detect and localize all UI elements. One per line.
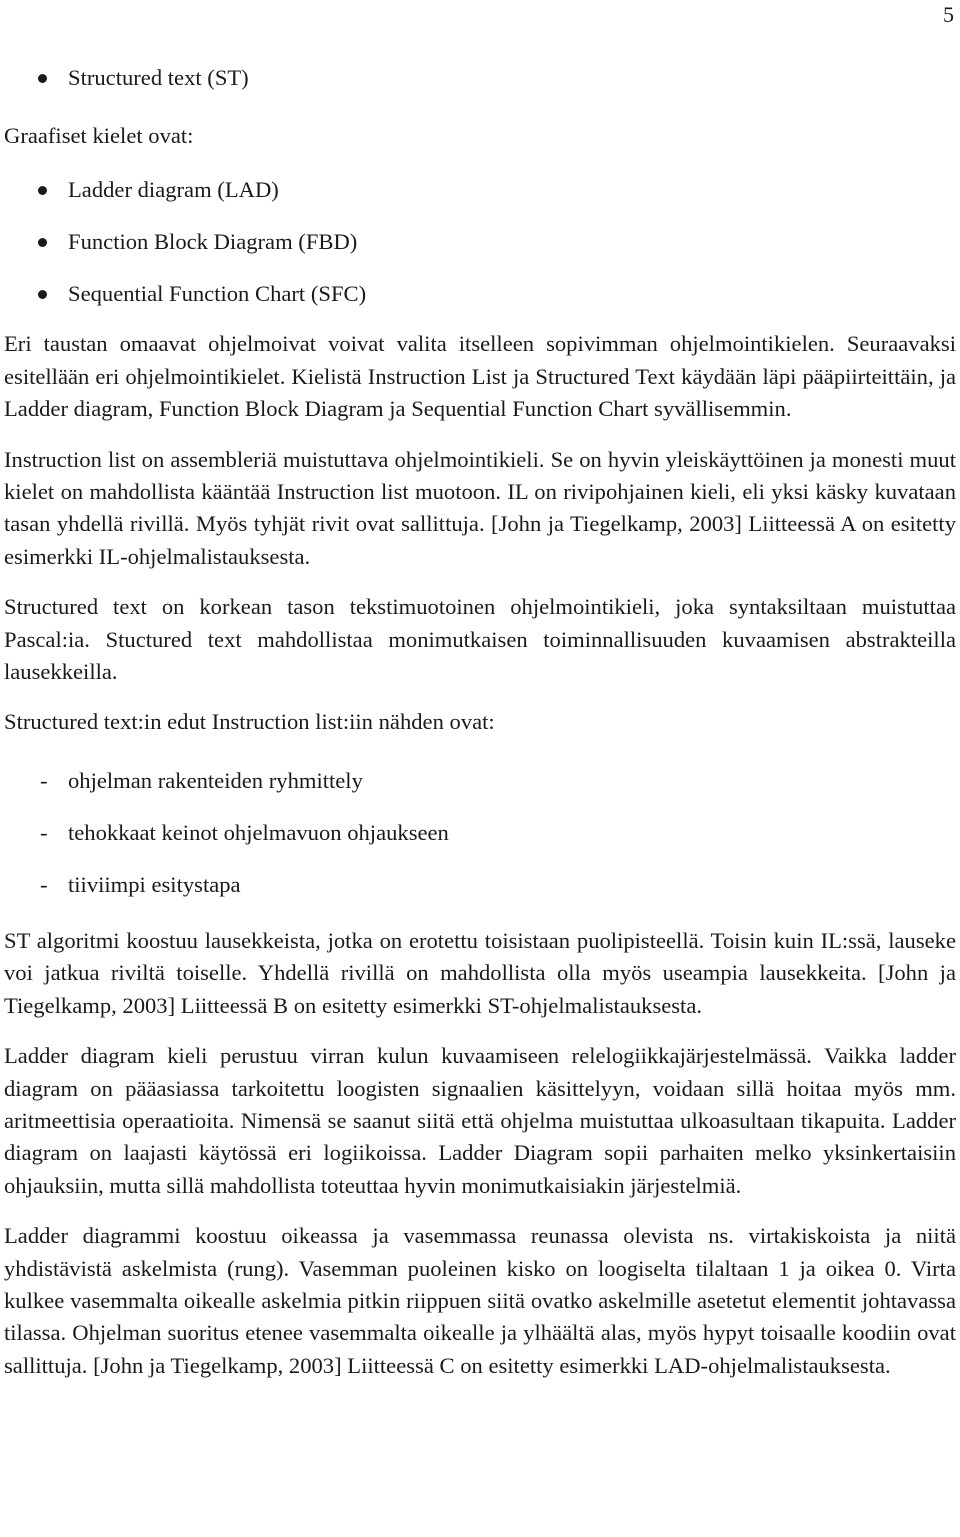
bullet-icon [38, 74, 47, 83]
text-languages-list [4, 62, 956, 94]
dash-marker: - [40, 767, 48, 793]
paragraph: Structured text on korkean tason tekstimuotoinen ohjelmointikieli, joka syntaksiltaan muistuttaa Pascal:ia. Stuctured text mahdollistaa monimutkaisen toiminnallisuuden kuvaamisen abstrakteilla lausekkeilla. [4, 594, 956, 685]
list-item: Structured text (ST) [4, 62, 956, 94]
list-item: Sequential Function Chart (SFC) [4, 278, 956, 310]
list-item: Ladder diagram (LAD) [4, 174, 956, 206]
graphical-intro: Graafiset kielet ovat: [4, 123, 194, 148]
graphical-languages-list [4, 174, 956, 310]
list-item: - ohjelman rakenteiden ryhmittely [4, 765, 956, 797]
bullet-icon [38, 186, 47, 195]
paragraph: Instruction list on assembleriä muistuttava ohjelmointikieli. Se on hyvin yleiskäyttöinen ja monesti muut kielet on mahdollista kääntää Instruction list muotoon. IL on rivipohjainen kieli, eli yksi käsky kuvataan tasan yhdellä rivillä. Myös tyhjät rivit ovat sallittuja. [John ja Tiegelkamp, 2003] Liitteessä A on esitetty esimerkki IL-ohjelmalistauksesta. [4, 446, 956, 569]
paragraph: ST algoritmi koostuu lausekkeista, jotka on erotettu toisistaan puolipisteellä. Toisin kuin IL:ssä, lauseke voi jatkua riviltä toiselle. Yhdellä rivillä on mahdollista olla myös useampia lausekkeita. [John ja Tiegelkamp, 2003] Liitteessä B on esitetty esimerkki ST-ohjelmalistauksesta. [4, 927, 956, 1018]
paragraph: Structured text:in edut Instruction list:iin nähden ovat: [4, 709, 495, 735]
page-content [4, 62, 956, 1382]
paragraph: Ladder diagram kieli perustuu virran kulun kuvaamiseen relelogiikkajärjestelmässä. Vaikka ladder diagram on pääasiassa tarkoitettu loogisten signaalien käsittelyyn, voidaan sillä hoitaa myös mm. aritmeettisia operaatioita. Nimensä se saanut siitä että ohjelma muistuttaa ulkoasultaan tikapuita. Ladder diagram on laajasti käytössä eri logiikoissa. Ladder Diagram sopii parhaiten melko yksinkertaisiin ohjauksiin, mutta sillä mahdollista toteuttaa hyvin monimutkaisiakin järjestelmiä. [4, 1043, 956, 1198]
dash-marker: - [40, 819, 48, 845]
advantages-list [4, 765, 956, 901]
bullet-icon [38, 290, 47, 299]
page-number: 5 [943, 2, 954, 27]
paragraph: Ladder diagrammi koostuu oikeassa ja vasemmassa reunassa olevista ns. virtakiskoista ja niitä yhdistävistä askelmista (rung). Vasemman puoleinen kisko on loogiselta tilaltaan 1 ja oikea 0. Virta kulkee vasemmalta oikealle askelmia pitkin riippuen siitä ovatko askelmille asetetut elementit johtavassa tilassa. Ohjelman suoritus etenee vasemmalta oikealle ja ylhäältä alas, myös hypyt toisaalle koodiin ovat sallittuja. [John ja Tiegelkamp, 2003] Liitteessä C on esitetty esimerkki LAD-ohjelmalistauksesta. [4, 1223, 956, 1378]
paragraph: Eri taustan omaavat ohjelmoivat voivat valita itselleen sopivimman ohjelmointikielen. Seuraavaksi esitellään eri ohjelmointikielet. Kielistä Instruction List ja Structured Text käydään läpi pääpiirteittäin, ja Ladder diagram, Function Block Diagram ja Sequential Function Chart syvällisemmin. [4, 331, 956, 422]
dash-marker: - [40, 871, 48, 897]
list-item: - tehokkaat keinot ohjelmavuon ohjaukseen [4, 817, 956, 849]
list-item: Function Block Diagram (FBD) [4, 226, 956, 258]
list-item: - tiiviimpi esitystapa [4, 869, 956, 901]
bullet-icon [38, 238, 47, 247]
